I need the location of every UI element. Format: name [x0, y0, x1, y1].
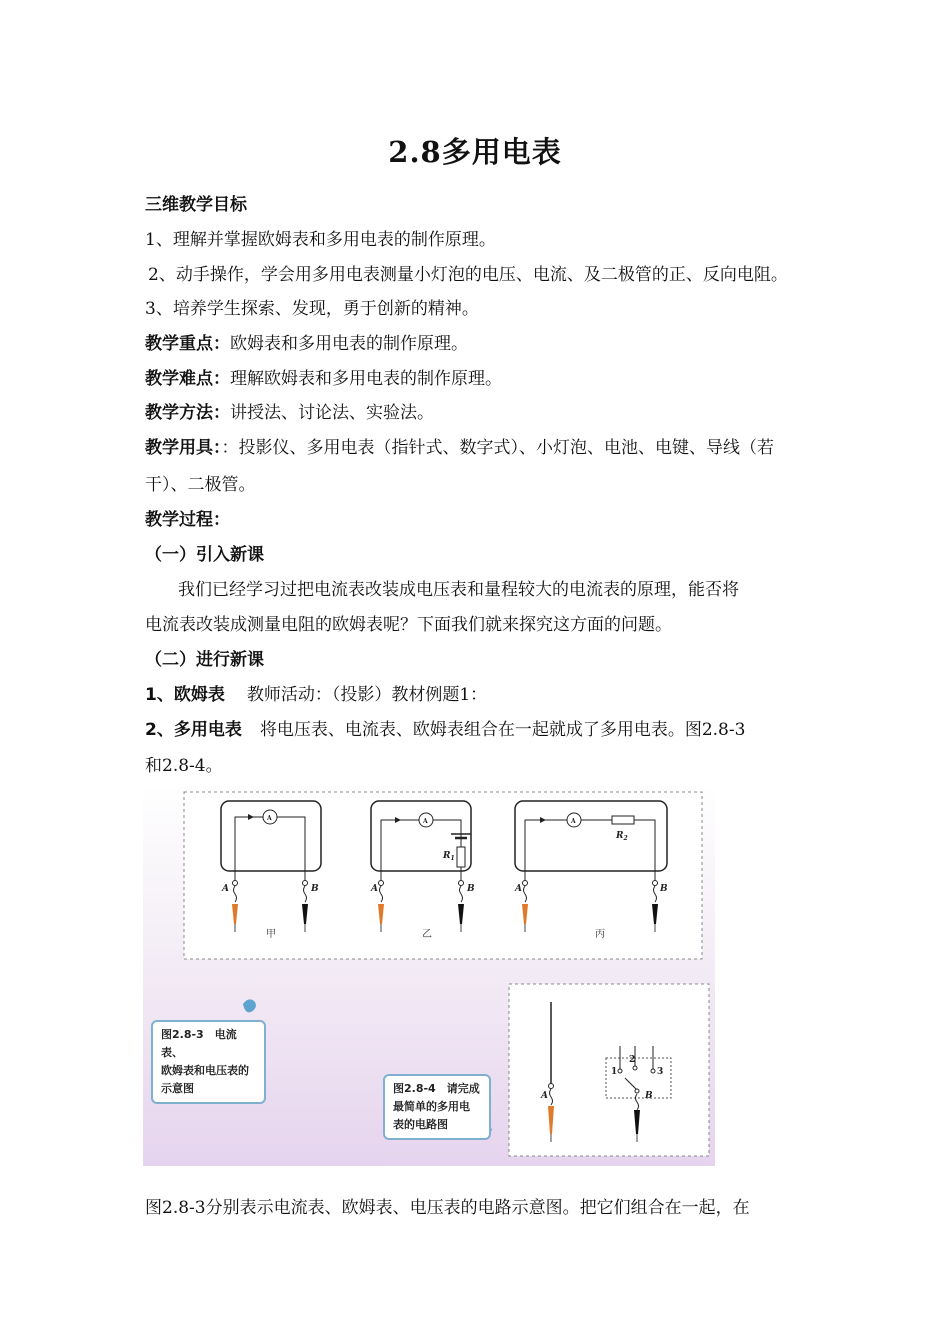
key-point-label: 教学重点：: [145, 334, 230, 354]
item-ohmmeter-text: 教师活动：（投影）教材例题1：: [246, 685, 488, 705]
item-ohmmeter-label: 1、欧姆表: [145, 685, 225, 705]
meter-symbol-bing: A: [571, 818, 576, 825]
objectives-heading: 三维教学目标: [145, 195, 247, 215]
label-yi: 乙: [422, 929, 432, 940]
teaching-method-label: 教学方法：: [145, 403, 230, 423]
page-title: 2.8多用电表: [388, 135, 562, 169]
teaching-method: [145, 398, 434, 423]
resistor-r1-letter: R: [443, 851, 451, 861]
caption1-line1: 图2.8-3 电流表、: [161, 1028, 237, 1059]
intro-paragraph-line1: 我们已经学习过把电流表改装成电压表和量程较大的电流表的原理，能否将: [178, 580, 739, 600]
resistor-r1-sub: 1: [450, 855, 455, 862]
item-multimeter-text: 将电压表、电流表、欧姆表组合在一起就成了多用电表。图2.8-3: [259, 720, 746, 740]
terminal-a-multi: A: [541, 1091, 548, 1101]
terminal-a-bing: A: [515, 884, 522, 894]
label-bing: 丙: [595, 929, 605, 940]
label-jia: 甲: [266, 929, 276, 940]
caption-fig-2-8-3: [151, 1020, 266, 1104]
terminal-b-bing: B: [660, 884, 668, 894]
section-intro-heading: （一）引入新课: [145, 545, 264, 565]
switch-pos-2: 2: [629, 1055, 636, 1065]
key-point: [145, 329, 468, 354]
objective-3: 3、培养学生探索、发现，勇于创新的精神。: [145, 299, 479, 319]
difficult-point-label: 教学难点：: [145, 369, 230, 389]
circuit-figure: [143, 784, 715, 1166]
item-multimeter: [145, 715, 745, 740]
caption2-line3: 表的电路图: [393, 1118, 448, 1131]
terminal-a-yi: A: [371, 884, 378, 894]
switch-pos-1: 1: [611, 1067, 618, 1077]
meter-symbol-yi: A: [423, 818, 428, 825]
resistor-r2-sub: 2: [623, 835, 628, 842]
terminal-b-jia: B: [311, 884, 319, 894]
caption2-line1: 图2.8-4 请完成: [393, 1082, 480, 1095]
terminal-a-jia: A: [222, 884, 229, 894]
item-multimeter-label: 2、多用电表: [145, 720, 242, 740]
objective-2: 2、动手操作，学会用多用电表测量小灯泡的电压、电流、及二极管的正、反向电阻。: [148, 265, 788, 285]
teaching-tools: [145, 433, 774, 458]
difficult-point-text: 理解欧姆表和多用电表的制作原理。: [230, 369, 502, 389]
item-ohmmeter: [145, 680, 487, 705]
teaching-method-text: 讲授法、讨论法、实验法。: [230, 403, 434, 423]
item-multimeter-cont: 和2.8-4。: [145, 756, 223, 776]
closing-line: 图2.8-3分别表示电流表、欧姆表、电压表的电路示意图。把它们组合在一起，在: [145, 1198, 750, 1218]
difficult-point: [145, 364, 502, 389]
terminal-b-yi: B: [467, 884, 475, 894]
caption2-line2: 最简单的多用电: [393, 1100, 470, 1113]
intro-paragraph-line2: 电流表改装成测量电阻的欧姆表呢？下面我们就来探究这方面的问题。: [145, 615, 672, 635]
resistor-r2-letter: R: [616, 831, 624, 841]
teaching-tools-cont: 干）、二极管。: [145, 475, 256, 495]
caption-fig-2-8-4: [383, 1074, 491, 1140]
section-new-heading: （二）进行新课: [145, 650, 264, 670]
meter-symbol-jia: A: [267, 815, 272, 822]
key-point-text: 欧姆表和多用电表的制作原理。: [230, 334, 468, 354]
caption1-line3: 示意图: [161, 1082, 194, 1095]
terminal-b-multi: B: [645, 1091, 653, 1101]
caption1-line2: 欧姆表和电压表的: [161, 1064, 249, 1077]
teaching-tools-label: 教学用具：: [145, 438, 222, 458]
switch-pos-3: 3: [657, 1067, 664, 1077]
bottom-dashed-frame: [509, 984, 709, 1156]
teaching-tools-text: ：投影仪、多用电表（指针式、数字式）、小灯泡、电池、电键、导线（若: [221, 438, 774, 458]
process-heading: 教学过程：: [145, 510, 230, 530]
objective-1: 1、理解并掌握欧姆表和多用电表的制作原理。: [145, 230, 496, 250]
